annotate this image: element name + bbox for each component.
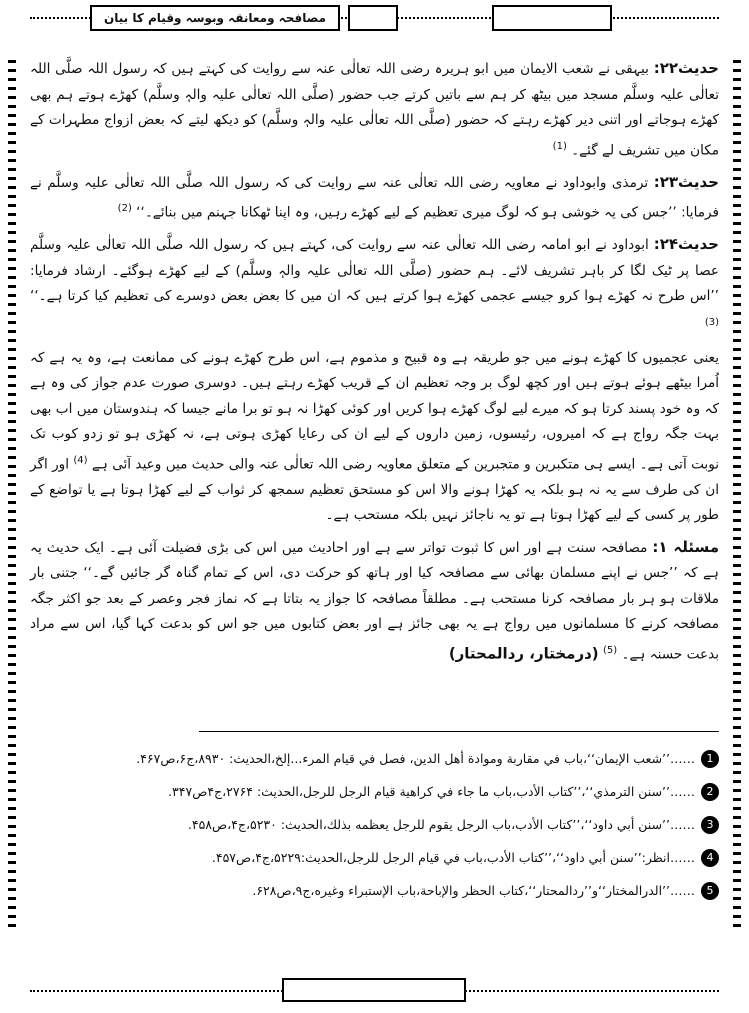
- footnote-ref-4[interactable]: (4): [73, 454, 88, 466]
- hadith-23-text: ترمذی وابوداود نے معاویہ رضی اللہ تعالٰی عنہ سے روایت کی کہ رسول اللہ صلَّی اللہ تعالٰی علیہ وسلَّم نے فرمایا: ’’جس کی یہ خوشی ہو کہ لوگ میری تعظیم کے لیے کھڑے رہیں، وہ اپنا ٹھکانا جہنم میں بنائے۔‘‘: [30, 174, 719, 221]
- hadith-23: [30, 170, 719, 227]
- header-right-box: [492, 5, 612, 31]
- page-header: [0, 0, 749, 44]
- masala-1-text: مصافحہ سنت ہے اور اس کا ثبوت تواتر سے ہے اور احادیث میں اس کی بڑی فضیلت آئی ہے۔ ایک حدیث یہ ہے کہ ’’جس نے اپنے مسلمان بھائی سے مصافحہ کیا اور ہاتھ کو حرکت دی، اس کے تمام گناہ گر جائیں گے۔‘‘ جتنی بار ملاقات ہو ہر بار مصافحہ کرنا مستحب ہے۔ مطلقاً مصافحہ کا جواز یہ بتاتا ہے کہ نماز فجر وعصر کے بعد جو اکثر جگہ مصافحہ کرنے کا مسلمانوں میں رواج ہے یہ بھی جائز ہے اور بعض کتابوں میں جو اس کو بدعت کہا گیا، اس سے مراد بدعت حسنہ ہے۔: [30, 539, 719, 663]
- footnote-text: ……انظر:’’سنن أبي داود‘‘،’’کتاب الأدب،باب في قیام الرجل للرجل،الحدیث:۵۲۲۹،ج۴،ص۴۵۷.: [211, 850, 695, 865]
- footnote-number: 3: [701, 816, 719, 834]
- footnote-ref-5[interactable]: (5): [602, 644, 618, 656]
- footnote-text: ……’’سنن أبي داود‘‘،’’کتاب الأدب،باب الرجل یقوم للرجل یعظمه بذلك،الحدیث: ۵۲۳۰،ج۴،ص۴۵۸.: [187, 817, 695, 832]
- footnote-number: 1: [701, 750, 719, 768]
- footnote-text: ……’’الدرالمختار‘‘و’’ردالمحتار‘‘،کتاب الحظر والإباحة،باب الإستبراء وغیره،ج۹،ص۶۲۸.: [252, 883, 695, 898]
- explanation-text: یعنی عجمیوں کا کھڑے ہونے میں جو طریقہ ہے وہ قبیح و مذموم ہے، اس طرح کھڑے ہونے کی ممانعت ہے، وہ یہ ہے کہ اُمرا بیٹھے ہوئے ہوتے ہیں اور کچھ لوگ بر وجہ تعظیم ان کے قریب کھڑے رہتے ہیں۔ دوسری صورت عدم جواز کی وہ ہے کہ وہ خود پسند کرتا ہو کہ میرے لیے لوگ کھڑے ہوا کریں اور کوئی کھڑا نہ ہو تو برا مانے جیسا کہ ہندوستان میں اب بھی بہت جگہ رواج ہے کہ امیروں، رئیسوں، زمین داروں کے لیے ان کی رعایا کھڑی ہوتی ہے، نہ کھڑی ہو تو زدو کوب تک نوبت آتی ہے۔ ایسے ہی متکبرین و متجبرین کے متعلق معاویہ رضی اللہ تعالٰی عنہ والی حدیث میں وعید آئی ہے: [30, 349, 720, 473]
- footer-box: [282, 978, 466, 1002]
- footnote-number: 4: [701, 849, 719, 867]
- chapter-title: مصافحہ ومعانقہ وبوسہ وقیام کا بیان: [90, 5, 340, 31]
- hadith-22-label: حدیث۲۲:: [653, 59, 719, 77]
- hadith-24-text: ابوداود نے ابو امامہ رضی اللہ تعالٰی عنہ سے روایت کی، کہتے ہیں کہ رسول اللہ صلَّی اللہ تعالٰی علیہ وسلَّم عصا پر ٹیک لگا کر باہر تشریف لائے۔ ہم حضور (صلَّی اللہ تعالٰی علیہ والہٖ وسلَّم) کے لیے کھڑے ہوگئے۔ ارشاد فرمایا: ’’اس طرح نہ کھڑے ہوا کرو جیسے عجمی کھڑے ہوا کرتے ہیں کہ ان میں کا بعض بعض دوسرے کی تعظیم کیا کرتا ہے۔‘‘: [30, 237, 719, 305]
- footnote-ref-1[interactable]: (1): [552, 140, 567, 152]
- right-border-ornament: [733, 60, 741, 933]
- footnote-item: [30, 808, 719, 841]
- footnote-ref-3[interactable]: (3): [704, 316, 719, 328]
- footnotes: [30, 742, 719, 907]
- explanation-tail: اور اگر ان کی طرف سے یہ نہ ہو بلکہ یہ کھڑا ہونے والا اس کو مستحق تعظیم سمجھ کر ثواب کے لیے کھڑا ہوتا ہے یا تواضع کے طور پر کسی کے لیے کھڑا ہوتا ہے تو یہ ناجائز نہیں بلکہ مستحب ہے۔: [30, 456, 719, 524]
- header-page-box: [348, 5, 398, 31]
- hadith-24-label: حدیث۲۴:: [653, 235, 719, 254]
- masala-1-source: (درمختار، ردالمحتار): [448, 644, 599, 663]
- hadith-22-text: بیہقی نے شعب الایمان میں ابو ہریرہ رضی اللہ تعالٰی عنہ سے روایت کی کہتے ہیں کہ رسول اللہ صلَّی اللہ تعالٰی علیہ وسلَّم مسجد میں بیٹھ کر ہم سے باتیں کرتے جب حضور (صلَّی اللہ تعالٰی علیہ والہٖ وسلَّم) کھڑے ہوتے ہم بھی کھڑے ہوجاتے اور اتنی دیر کھڑے رہتے کہ حضور (صلَّی اللہ تعالٰی علیہ والہٖ وسلَّم) کو دیکھ لیتے کہ بعض ازواج مطہرات کے مکان میں تشریف لے گئے۔: [30, 61, 719, 159]
- masala-1-label: مسئلہ ۱:: [652, 537, 720, 556]
- explanation-paragraph: [30, 346, 719, 529]
- footnote-text: ……’’سنن الترمذي‘‘،’’کتاب الأدب،باب ما جاء في کراھیة قیام الرجل للرجل،الحدیث: ۲۷۶۴،ج۴ص۳۴۷.: [168, 784, 695, 799]
- hadith-24: [30, 232, 719, 340]
- main-text: [30, 56, 719, 674]
- hadith-22: [30, 56, 719, 164]
- footnote-number: 5: [701, 882, 719, 900]
- footnote-number: 2: [701, 783, 719, 801]
- masala-1: [30, 535, 719, 668]
- footnote-separator: [199, 731, 719, 732]
- left-border-ornament: [8, 60, 16, 933]
- footnote-ref-2[interactable]: (2): [117, 203, 132, 215]
- footnote-item: [30, 775, 719, 808]
- footnote-text: ……’’شعب الإیمان‘‘،باب في مقاربة وموادة أھل الدین، فصل في قیام المرء...إلخ،الحدیث: ۸۹۳۰،ج۶،ص۴۶۷.: [136, 751, 695, 766]
- footnote-item: [30, 742, 719, 775]
- footnote-item: [30, 874, 719, 907]
- footnote-item: [30, 841, 719, 874]
- hadith-23-label: حدیث۲۳:: [653, 172, 719, 191]
- page-footer: [0, 970, 749, 1013]
